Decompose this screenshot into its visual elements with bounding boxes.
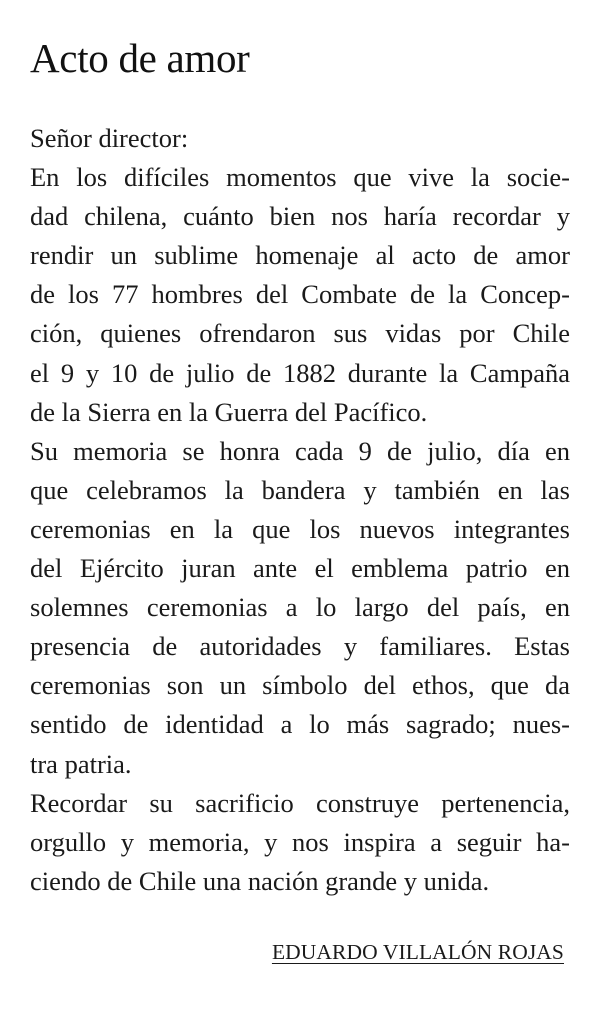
body-line: En los difíciles momentos que vive la socie-	[30, 162, 570, 193]
body-line: ciendo de Chile una nación grande y unida.	[30, 865, 490, 896]
body-line: rendir un sublime homenaje al acto de amor	[30, 240, 570, 271]
body-line: del Ejército juran ante el emblema patrio en	[30, 553, 570, 584]
body-line: que celebramos la bandera y también en las	[30, 474, 570, 505]
body-line: presencia de autoridades y familiares. Estas	[30, 631, 570, 662]
body-line: de los 77 hombres del Combate de la Concep-	[30, 279, 570, 310]
body-line: ceremonias en la que los nuevos integrantes	[30, 513, 570, 544]
body-line: Su memoria se honra cada 9 de julio, día en	[30, 435, 570, 466]
body-line: ción, quienes ofrendaron sus vidas por Chile	[30, 318, 570, 349]
letter-body	[30, 119, 570, 901]
body-line: Recordar su sacrificio construye pertenencia,	[30, 787, 570, 818]
body-line: tra patria.	[30, 748, 132, 779]
body-line: orgullo y memoria, y nos inspira a seguir ha-	[30, 826, 570, 857]
letter-title: Acto de amor	[30, 35, 250, 81]
body-line: dad chilena, cuánto bien nos haría recordar y	[30, 201, 570, 232]
salutation: Señor director:	[30, 123, 189, 153]
body-line: de la Sierra en la Guerra del Pacífico.	[30, 396, 428, 427]
author-signature: EDUARDO VILLALÓN ROJAS	[271, 940, 564, 964]
body-line: solemnes ceremonias a lo largo del país, en	[30, 592, 570, 623]
body-line: el 9 y 10 de julio de 1882 durante la Campaña	[30, 357, 570, 388]
body-line: sentido de identidad a lo más sagrado; nues-	[30, 709, 570, 740]
body-line: ceremonias son un símbolo del ethos, que da	[30, 670, 570, 701]
